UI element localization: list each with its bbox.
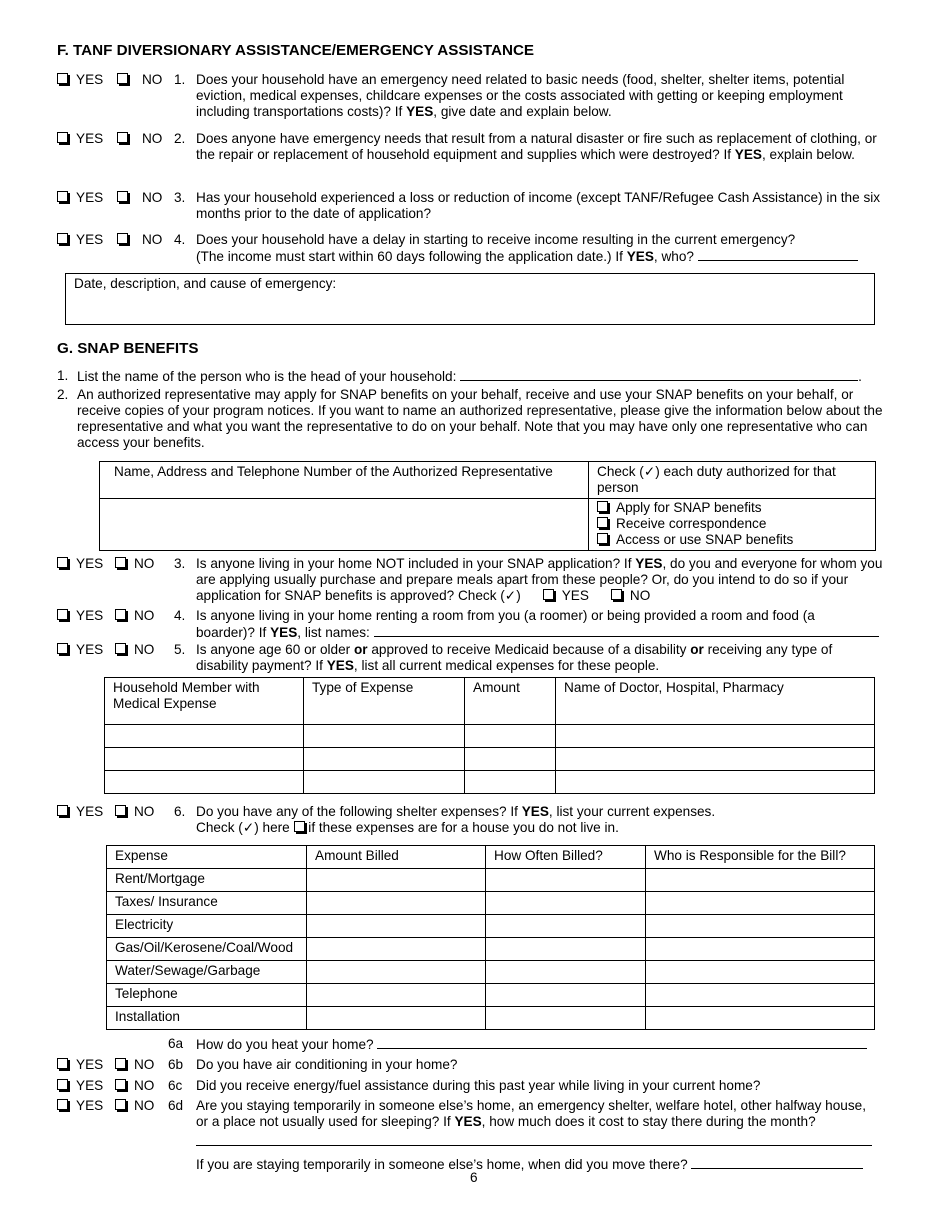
emergency-description-box[interactable]	[65, 273, 875, 325]
not-live-checkbox[interactable]	[294, 821, 305, 832]
shelter-header-responsible: Who is Responsible for the Bill?	[646, 846, 875, 869]
table-row[interactable]: Water/Sewage/Garbage	[107, 961, 875, 984]
f-q4-num: 4.	[174, 232, 186, 247]
g-q6b-num: 6b	[168, 1057, 184, 1072]
med-header-member: Household Member with Medical Expense	[105, 678, 304, 725]
g-q1-num: 1.	[57, 368, 69, 383]
table-row[interactable]	[105, 748, 875, 771]
g-q2-text: An authorized representative may apply for SNAP benefits on your behalf, receive and use your SNAP benefits on your behalf, or receive copies of your program notices. If you want to name an authorized representative, please give the information below about the representative and what you want the representative to do on your behalf. Note that you may have only one representative who can access your benefits.	[77, 387, 883, 450]
table-row[interactable]: Gas/Oil/Kerosene/Coal/Wood	[107, 938, 875, 961]
shelter-header-amount: Amount Billed	[307, 846, 486, 869]
f-q1-yes-no[interactable]: YES NO	[57, 72, 162, 87]
checkbox-yes[interactable]	[57, 609, 68, 620]
checkbox-yes[interactable]	[57, 132, 68, 143]
checkbox-no[interactable]	[117, 132, 128, 143]
rep-col-header: Name, Address and Telephone Number of the Authorized Representative	[100, 462, 589, 499]
table-row[interactable]: Electricity	[107, 915, 875, 938]
f-q1-text: Does your household have an emergency need related to basic needs (food, shelter, shelter items, potential eviction, medical expenses, childcare expenses or the costs associated with getting or keeping employment including transportations costs)? If YES, give date and explain below.	[196, 72, 845, 119]
g-q6c-num: 6c	[168, 1078, 183, 1093]
checkbox-no[interactable]	[115, 1079, 126, 1090]
shelter-cost-field[interactable]	[196, 1145, 872, 1146]
f-q2-yes-no[interactable]: YES NO	[57, 131, 162, 146]
checkbox-no[interactable]	[115, 1099, 126, 1110]
g-q6b-text: Do you have air conditioning in your home?	[196, 1057, 458, 1072]
shelter-header-expense: Expense	[107, 846, 307, 869]
table-row[interactable]: Installation	[107, 1007, 875, 1030]
f-q4-who-field[interactable]	[698, 248, 858, 261]
g-q3-check-yes[interactable]	[543, 589, 554, 600]
shelter-expense-table	[106, 845, 875, 1030]
move-date-field[interactable]	[691, 1156, 863, 1169]
checkbox-no[interactable]	[115, 557, 126, 568]
g-q6d-yes-no[interactable]: YES NO	[57, 1098, 154, 1113]
table-row[interactable]	[105, 771, 875, 794]
g-q5-num: 5.	[174, 642, 186, 657]
checkbox-yes[interactable]	[57, 73, 68, 84]
duty-col-header: Check (✓) each duty authorized for that person	[589, 462, 876, 499]
g-q5-yes-no[interactable]: YES NO	[57, 642, 154, 657]
checkbox-no[interactable]	[117, 233, 128, 244]
g-q5-text: Is anyone age 60 or older or approved to receive Medicaid because of a disability or receiving any type of disability payment? If YES, list all current medical expenses for these people.	[196, 642, 833, 673]
g-q3-check-no[interactable]	[611, 589, 622, 600]
f-q2-num: 2.	[174, 131, 186, 146]
table-row[interactable]: Telephone	[107, 984, 875, 1007]
section-f-title: F. TANF DIVERSIONARY ASSISTANCE/EMERGENCY ASSISTANCE	[57, 42, 535, 59]
head-of-household-field[interactable]	[460, 368, 858, 381]
g-q3-yes-no[interactable]: YES NO	[57, 556, 154, 571]
shelter-header-often: How Often Billed?	[486, 846, 646, 869]
g-q4-yes-no[interactable]: YES NO	[57, 608, 154, 623]
f-q1-num: 1.	[174, 72, 186, 87]
g-q6d-text: Are you staying temporarily in someone else’s home, an emergency shelter, welfare hotel, other halfway house, or a place not usually used for sleeping? If YES, how much does it cost to stay there during the month?	[196, 1098, 866, 1129]
g-q6c-text: Did you receive energy/fuel assistance during this past year while living in your current home?	[196, 1078, 761, 1093]
table-row[interactable]: Taxes/ Insurance	[107, 892, 875, 915]
authorized-rep-table	[99, 461, 876, 551]
checkbox-no[interactable]	[115, 643, 126, 654]
heat-home-field[interactable]	[377, 1036, 867, 1049]
rep-info-cell[interactable]	[100, 499, 589, 551]
g-q3-num: 3.	[174, 556, 186, 571]
duty-access[interactable]: Access or use SNAP benefits	[597, 532, 867, 548]
checkbox-no[interactable]	[117, 191, 128, 202]
g-q3-text: Is anyone living in your home NOT included in your SNAP application? If YES, do you and everyone for whom you are applying usually purchase and prepare meals apart from these people? Or, do you intend to do so if your application for SNAP benefits is approved? Check (✓) YES NO	[196, 556, 883, 603]
g-q2-num: 2.	[57, 387, 69, 402]
section-g-title: G. SNAP BENEFITS	[57, 340, 199, 357]
roomer-names-field[interactable]	[374, 624, 879, 637]
checkbox-yes[interactable]	[57, 1058, 68, 1069]
g-q6-yes-no[interactable]: YES NO	[57, 804, 154, 819]
checkbox-yes[interactable]	[57, 557, 68, 568]
f-q4-yes-no[interactable]: YES NO	[57, 232, 162, 247]
g-q6d-move-text: If you are staying temporarily in someone else’s home, when did you move there?	[196, 1156, 863, 1172]
f-q3-yes-no[interactable]: YES NO	[57, 190, 162, 205]
checkbox-yes[interactable]	[57, 191, 68, 202]
checkbox-yes[interactable]	[57, 1079, 68, 1090]
g-q6-num: 6.	[174, 804, 186, 819]
duty-apply[interactable]: Apply for SNAP benefits	[597, 500, 867, 516]
f-q3-text: Has your household experienced a loss or reduction of income (except TANF/Refugee Cash Assistance) in the six months prior to the date of application?	[196, 190, 881, 221]
g-q6c-yes-no[interactable]: YES NO	[57, 1078, 154, 1093]
f-q3-num: 3.	[174, 190, 186, 205]
g-q6a-text: How do you heat your home?	[196, 1036, 867, 1052]
g-q4-text: Is anyone living in your home renting a room from you (a roomer) or being provided a room and food (a boarder)? If YES, list names:	[196, 608, 896, 641]
table-row[interactable]	[105, 725, 875, 748]
checkbox-no[interactable]	[115, 1058, 126, 1069]
g-q6d-num: 6d	[168, 1098, 184, 1113]
g-q1-text: List the name of the person who is the head of your household: .	[77, 369, 862, 384]
g-q6b-yes-no[interactable]: YES NO	[57, 1057, 154, 1072]
g-q4-num: 4.	[174, 608, 186, 623]
checkbox-yes[interactable]	[57, 233, 68, 244]
g-q6a-num: 6a	[168, 1036, 184, 1051]
emergency-box-label: Date, description, and cause of emergency:	[74, 276, 337, 291]
checkbox-no[interactable]	[115, 805, 126, 816]
checkbox-no[interactable]	[117, 73, 128, 84]
page-number: 6	[470, 1170, 478, 1185]
med-header-amount: Amount	[465, 678, 556, 725]
f-q4-text: Does your household have a delay in starting to receive income resulting in the current emergency? (The income must start within 60 days following the application date.) If YES, who?	[196, 232, 886, 265]
f-q2-text: Does anyone have emergency needs that result from a natural disaster or fire such as replacement of clothing, or the repair or replacement of household equipment and supplies which were destroyed? If YES, explain below.	[196, 131, 877, 162]
table-row[interactable]: Rent/Mortgage	[107, 869, 875, 892]
duty-receive[interactable]: Receive correspondence	[597, 516, 867, 532]
checkbox-yes[interactable]	[57, 805, 68, 816]
medical-expense-table	[104, 677, 875, 794]
checkbox-yes[interactable]	[57, 643, 68, 654]
g-q6-text: Do you have any of the following shelter expenses? If YES, list your current expenses. Check (✓) here if these expenses are for a house you do not live in.	[196, 804, 716, 835]
checkbox-yes[interactable]	[57, 1099, 68, 1110]
checkbox-no[interactable]	[115, 609, 126, 620]
med-header-doctor: Name of Doctor, Hospital, Pharmacy	[556, 678, 875, 725]
med-header-type: Type of Expense	[304, 678, 465, 725]
